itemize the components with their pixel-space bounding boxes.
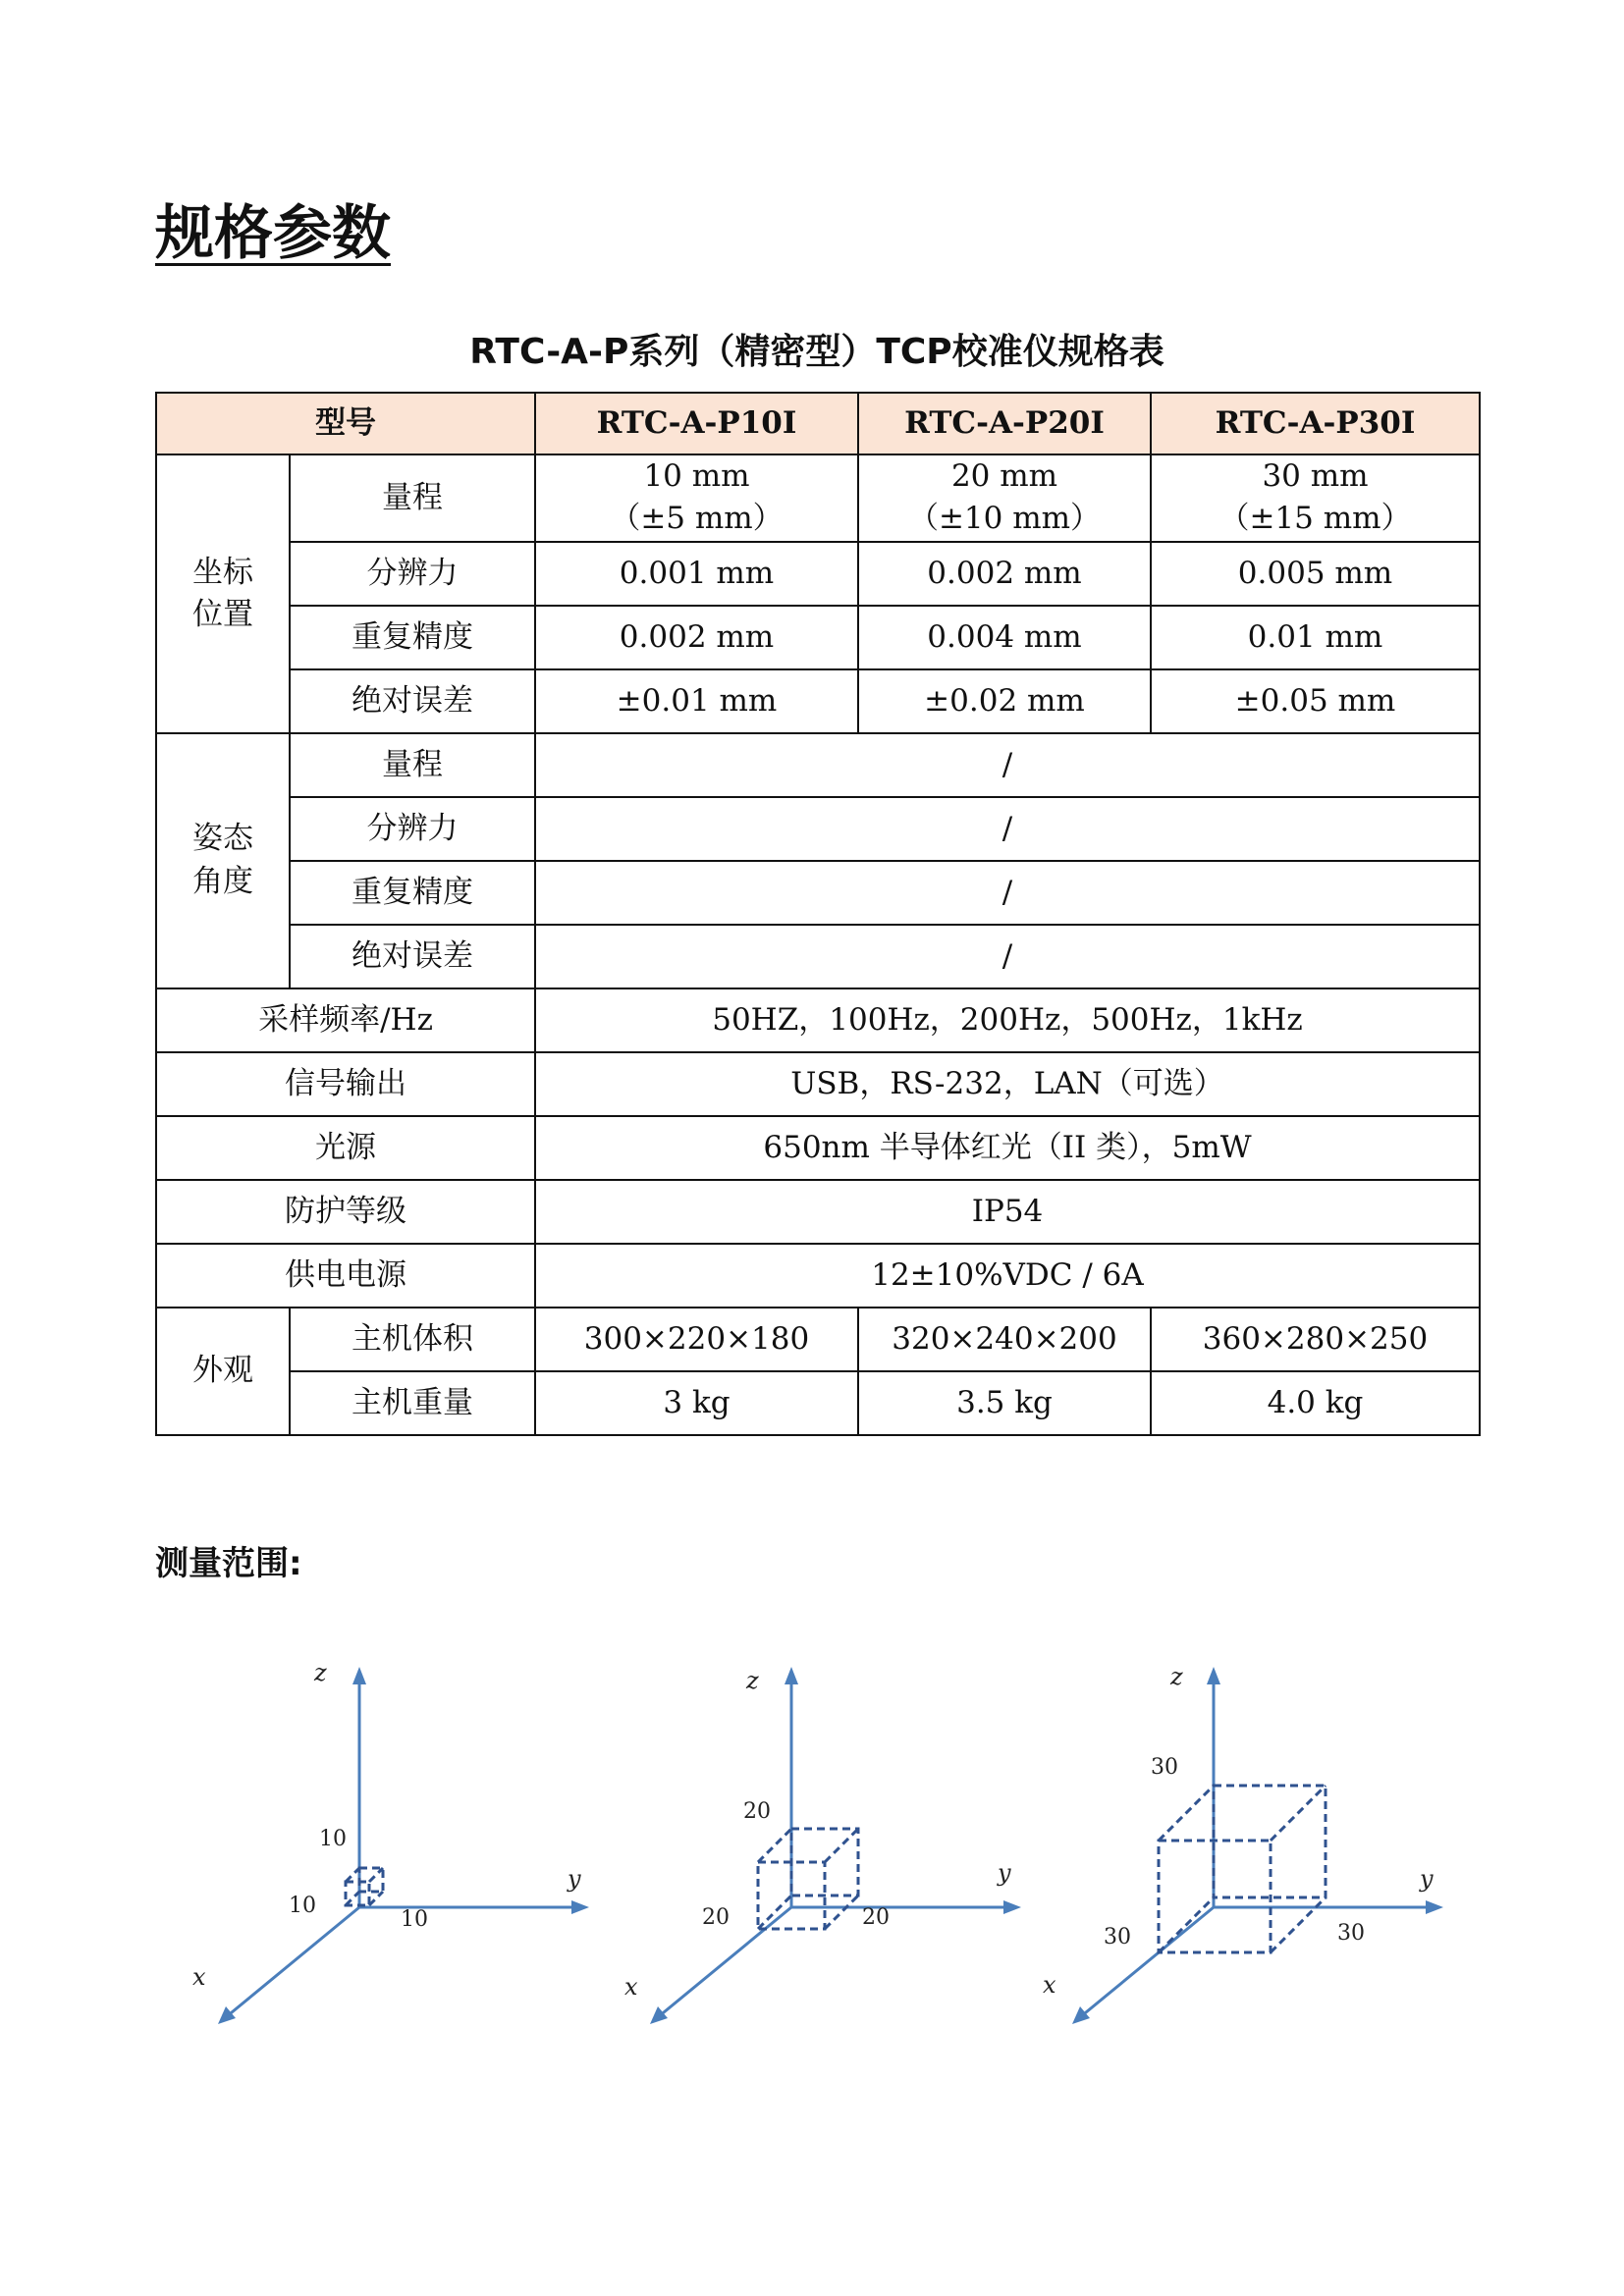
table-cell: 50HZ，100Hz，200Hz，500Hz，1kHz [535, 988, 1480, 1052]
row-label: 光源 [156, 1116, 535, 1180]
table-cell: / [535, 733, 1480, 797]
range-diagram-30 [1031, 1659, 1463, 2052]
group-label-appearance: 外观 [156, 1308, 290, 1435]
table-row [156, 1180, 1480, 1244]
range-diagram-10 [177, 1659, 609, 2052]
y-arrow-head [1426, 1900, 1443, 1914]
table-row [156, 1116, 1480, 1180]
row-label: 重复精度 [290, 861, 535, 925]
x-axis [226, 1907, 359, 2017]
table-row [156, 733, 1480, 797]
y-arrow-head [1003, 1900, 1021, 1914]
row-label: 主机体积 [290, 1308, 535, 1371]
x-axis-label: x [192, 1963, 206, 1991]
x-range-label: 30 [1104, 1925, 1131, 1949]
x-axis-label: x [624, 1973, 638, 2001]
table-row [156, 606, 1480, 669]
table-cell: 0.001 mm [535, 542, 858, 606]
y-axis-label: y [568, 1865, 581, 1893]
row-label: 量程 [290, 454, 535, 542]
table-row [156, 454, 1480, 542]
table-cell: 360×280×250 [1151, 1308, 1480, 1371]
z-arrow-head [1207, 1667, 1220, 1684]
table-row [156, 988, 1480, 1052]
range-cube [1159, 1786, 1326, 1952]
table-cell: 0.002 mm [535, 606, 858, 669]
table-row [156, 1052, 1480, 1116]
table-row [156, 1308, 1480, 1371]
x-arrow-head [218, 2006, 236, 2024]
range-cube [758, 1829, 858, 1929]
y-axis-label: y [998, 1859, 1011, 1887]
table-cell: 12±10%VDC / 6A [535, 1244, 1480, 1308]
row-label: 主机重量 [290, 1371, 535, 1435]
model-name: RTC-A-P30I [1151, 393, 1480, 454]
table-cell: / [535, 925, 1480, 988]
table-cell: 20 mm （±10 mm） [858, 454, 1151, 542]
table-row [156, 925, 1480, 988]
row-label: 采样频率/Hz [156, 988, 535, 1052]
y-range-label: 30 [1337, 1921, 1365, 1946]
table-cell: 650nm 半导体红光（II 类），5mW [535, 1116, 1480, 1180]
y-range-label: 20 [862, 1905, 890, 1930]
x-axis [1080, 1907, 1214, 2017]
table-row [156, 542, 1480, 606]
table-row [156, 1371, 1480, 1435]
spec-table [155, 392, 1481, 1436]
row-label: 信号输出 [156, 1052, 535, 1116]
table-cell: IP54 [535, 1180, 1480, 1244]
x-axis-label: x [1043, 1971, 1056, 1999]
x-range-label: 10 [289, 1894, 316, 1918]
model-header-label: 型号 [156, 393, 535, 454]
y-range-label: 10 [401, 1907, 428, 1932]
axis-lines [1072, 1667, 1443, 2024]
table-cell: 30 mm （±15 mm） [1151, 454, 1480, 542]
row-label: 绝对误差 [290, 925, 535, 988]
table-cell: ±0.01 mm [535, 669, 858, 733]
axis-lines [218, 1667, 589, 2024]
row-label: 防护等级 [156, 1180, 535, 1244]
table-cell: 3.5 kg [858, 1371, 1151, 1435]
z-axis-label: z [314, 1659, 327, 1686]
range-diagram-20 [609, 1659, 1041, 2052]
model-name: RTC-A-P20I [858, 393, 1151, 454]
table-cell: / [535, 797, 1480, 861]
table-cell: USB，RS-232，LAN（可选） [535, 1052, 1480, 1116]
x-arrow-head [1072, 2006, 1090, 2024]
z-arrow-head [785, 1667, 798, 1684]
x-arrow-head [650, 2006, 668, 2024]
table-row [156, 1244, 1480, 1308]
table-cell: 0.01 mm [1151, 606, 1480, 669]
z-range-label: 30 [1151, 1755, 1178, 1780]
axis-lines [650, 1667, 1021, 2024]
range-cube [346, 1868, 383, 1905]
row-label: 分辨力 [290, 542, 535, 606]
table-row [156, 797, 1480, 861]
table-row [156, 669, 1480, 733]
x-range-label: 20 [702, 1905, 730, 1930]
y-arrow-head [571, 1900, 589, 1914]
row-label: 重复精度 [290, 606, 535, 669]
row-label: 供电电源 [156, 1244, 535, 1308]
row-label: 分辨力 [290, 797, 535, 861]
z-axis-label: z [746, 1667, 759, 1694]
z-range-label: 20 [743, 1799, 771, 1824]
table-title: RTC-A-P系列（精密型）TCP校准仪规格表 [469, 332, 1164, 372]
table-row [156, 861, 1480, 925]
group-label-attitude: 姿态 角度 [156, 733, 290, 988]
row-label: 绝对误差 [290, 669, 535, 733]
table-cell: ±0.05 mm [1151, 669, 1480, 733]
table-cell: 300×220×180 [535, 1308, 858, 1371]
measure-range-label: 测量范围: [155, 1544, 302, 1583]
table-cell: 320×240×200 [858, 1308, 1151, 1371]
table-cell: ±0.02 mm [858, 669, 1151, 733]
page-title: 规格参数 [155, 199, 391, 268]
table-cell: 4.0 kg [1151, 1371, 1480, 1435]
table-cell: 10 mm （±5 mm） [535, 454, 858, 542]
z-range-label: 10 [319, 1827, 347, 1851]
row-label: 量程 [290, 733, 535, 797]
z-axis-label: z [1170, 1663, 1183, 1690]
table-cell: 0.002 mm [858, 542, 1151, 606]
table-cell: / [535, 861, 1480, 925]
table-cell: 0.005 mm [1151, 542, 1480, 606]
table-cell: 3 kg [535, 1371, 858, 1435]
z-arrow-head [352, 1667, 366, 1684]
table-header-row [156, 393, 1480, 454]
group-label-coord: 坐标 位置 [156, 454, 290, 733]
y-axis-label: y [1420, 1865, 1434, 1893]
table-cell: 0.004 mm [858, 606, 1151, 669]
model-name: RTC-A-P10I [535, 393, 858, 454]
